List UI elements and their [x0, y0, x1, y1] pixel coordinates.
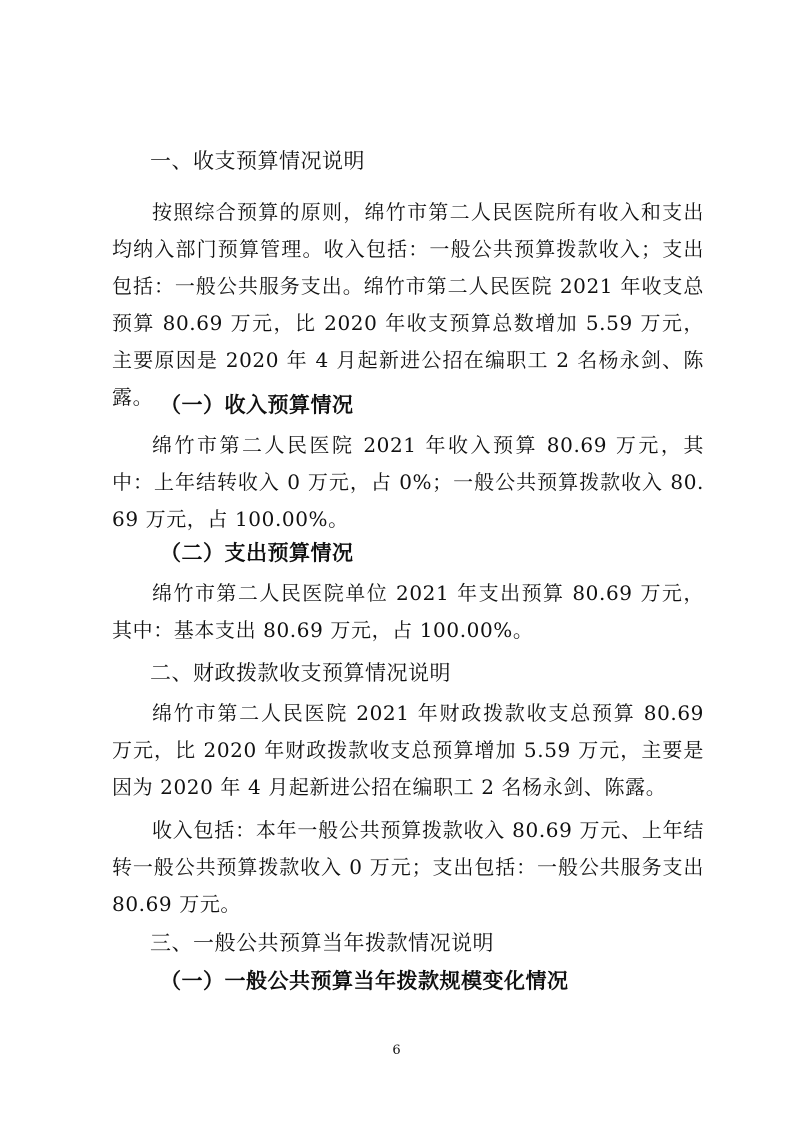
section-heading-fiscal-appropriation: 二、财政拨款收支预算情况说明: [150, 661, 451, 685]
section-heading-budget-overview: 一、收支预算情况说明: [150, 149, 365, 173]
paragraph-income-budget: 绵竹市第二人民医院 2021 年收入预算 80.69 万元，其中：上年结转收入 0 万元，占 0%；一般公共预算拨款收入 80.69 万元，占 100.00%。: [112, 433, 704, 531]
paragraph-fiscal-appropriation-1: 绵竹市第二人民医院 2021 年财政拨款收支总预算 80.69 万元，比 2020 年财政拨款收支总预算增加 5.59 万元，主要是因为 2020 年 4 月起新进公招在编职工 2 名杨永剑、陈露。: [112, 701, 704, 799]
section-heading-general-public-budget: 三、一般公共预算当年拨款情况说明: [150, 931, 494, 955]
paragraph-fiscal-appropriation-2: 收入包括：本年一般公共预算拨款收入 80.69 万元、上年结转一般公共预算拨款收入 0 万元；支出包括：一般公共服务支出 80.69 万元。: [112, 818, 704, 916]
paragraph-expense-budget: 绵竹市第二人民医院单位 2021 年支出预算 80.69 万元，其中：基本支出 80.69 万元，占 100.00%。: [112, 581, 704, 642]
page-number: 6: [392, 1043, 401, 1058]
subsection-heading-appropriation-scale: （一）一般公共预算当年拨款规模变化情况: [160, 969, 569, 993]
subsection-heading-expense-budget: （二）支出预算情况: [160, 541, 354, 565]
subsection-heading-income-budget: （一）收入预算情况: [160, 393, 354, 417]
paragraph-budget-overview: 按照综合预算的原则，绵竹市第二人民医院所有收入和支出均纳入部门预算管理。收入包括：一般公共预算拨款收入；支出包括：一般公共服务支出。绵竹市第二人民医院 2021 年收支总预算 80.69 万元，比 2020 年收支预算总数增加 5.59 万元，主要原因是 2020 年 4 月起新进公招在编职工 2 名杨永剑、陈露。: [112, 200, 704, 409]
